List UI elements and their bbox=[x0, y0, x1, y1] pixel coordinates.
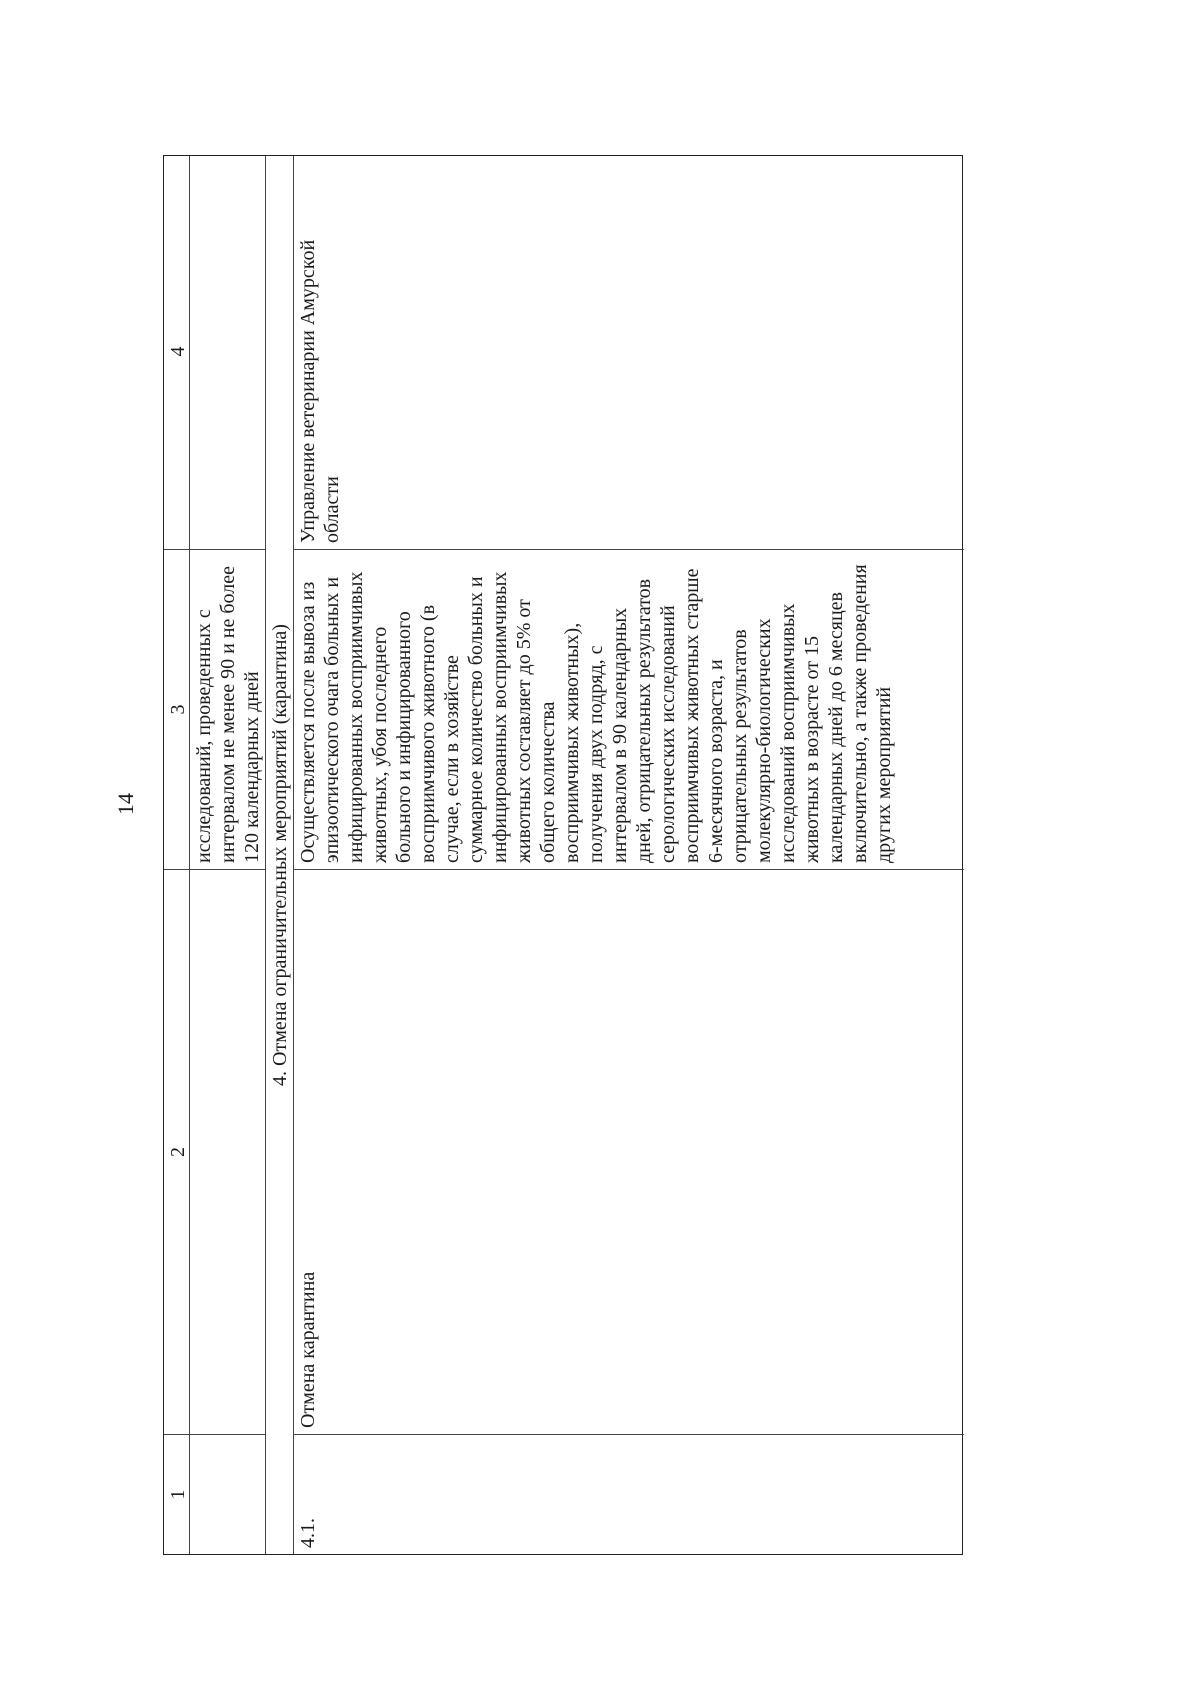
cell-responsible bbox=[190, 154, 265, 549]
section-title: 4. Отмена ограничительных мероприятий (карантина) bbox=[269, 624, 291, 1086]
column-header-3: 3 bbox=[164, 549, 189, 869]
cell-description: исследований, проведенных с интервалом не менее 90 и не более 120 календарных дней bbox=[190, 549, 265, 869]
column-header-1: 1 bbox=[164, 1434, 189, 1554]
cell-number: 4.1. bbox=[294, 1434, 964, 1554]
cell-number bbox=[190, 1434, 265, 1554]
cell-name: Отмена карантина bbox=[294, 869, 964, 1434]
table-row-continued bbox=[190, 156, 266, 1554]
cell-description: Осуществляется после вывоза из эпизоотического очага больных и инфицированных восприимчивых животных, убоя последнего больного и инфицированного восприимчивого животного (в случае, если в хозяйстве суммарное количество больных и инфицированных восприимчивых животных составляет до 5% от общего количества восприимчивых животных), получения двух подряд, с интервалом в 90 календарных дней, отрицательных результатов серологических исследований восприимчивых животных старше 6-месячного возраста, и отрицательных результатов молекулярно-биологических исследований восприимчивых животных в возрасте от 15 календарных дней до 6 месяцев включительно, а также проведения других мероприятий bbox=[294, 549, 964, 869]
column-header-4: 4 bbox=[167, 346, 189, 357]
page-number: 14 bbox=[113, 793, 138, 815]
table-header-row bbox=[164, 156, 190, 1554]
column-header-2: 2 bbox=[164, 869, 189, 1434]
table-row bbox=[294, 156, 964, 1554]
cell-responsible: Управление ветеринарии Амурской области bbox=[297, 239, 343, 543]
cell-name bbox=[190, 869, 265, 1434]
measures-table bbox=[163, 155, 963, 1555]
section-title-row bbox=[266, 156, 294, 1554]
